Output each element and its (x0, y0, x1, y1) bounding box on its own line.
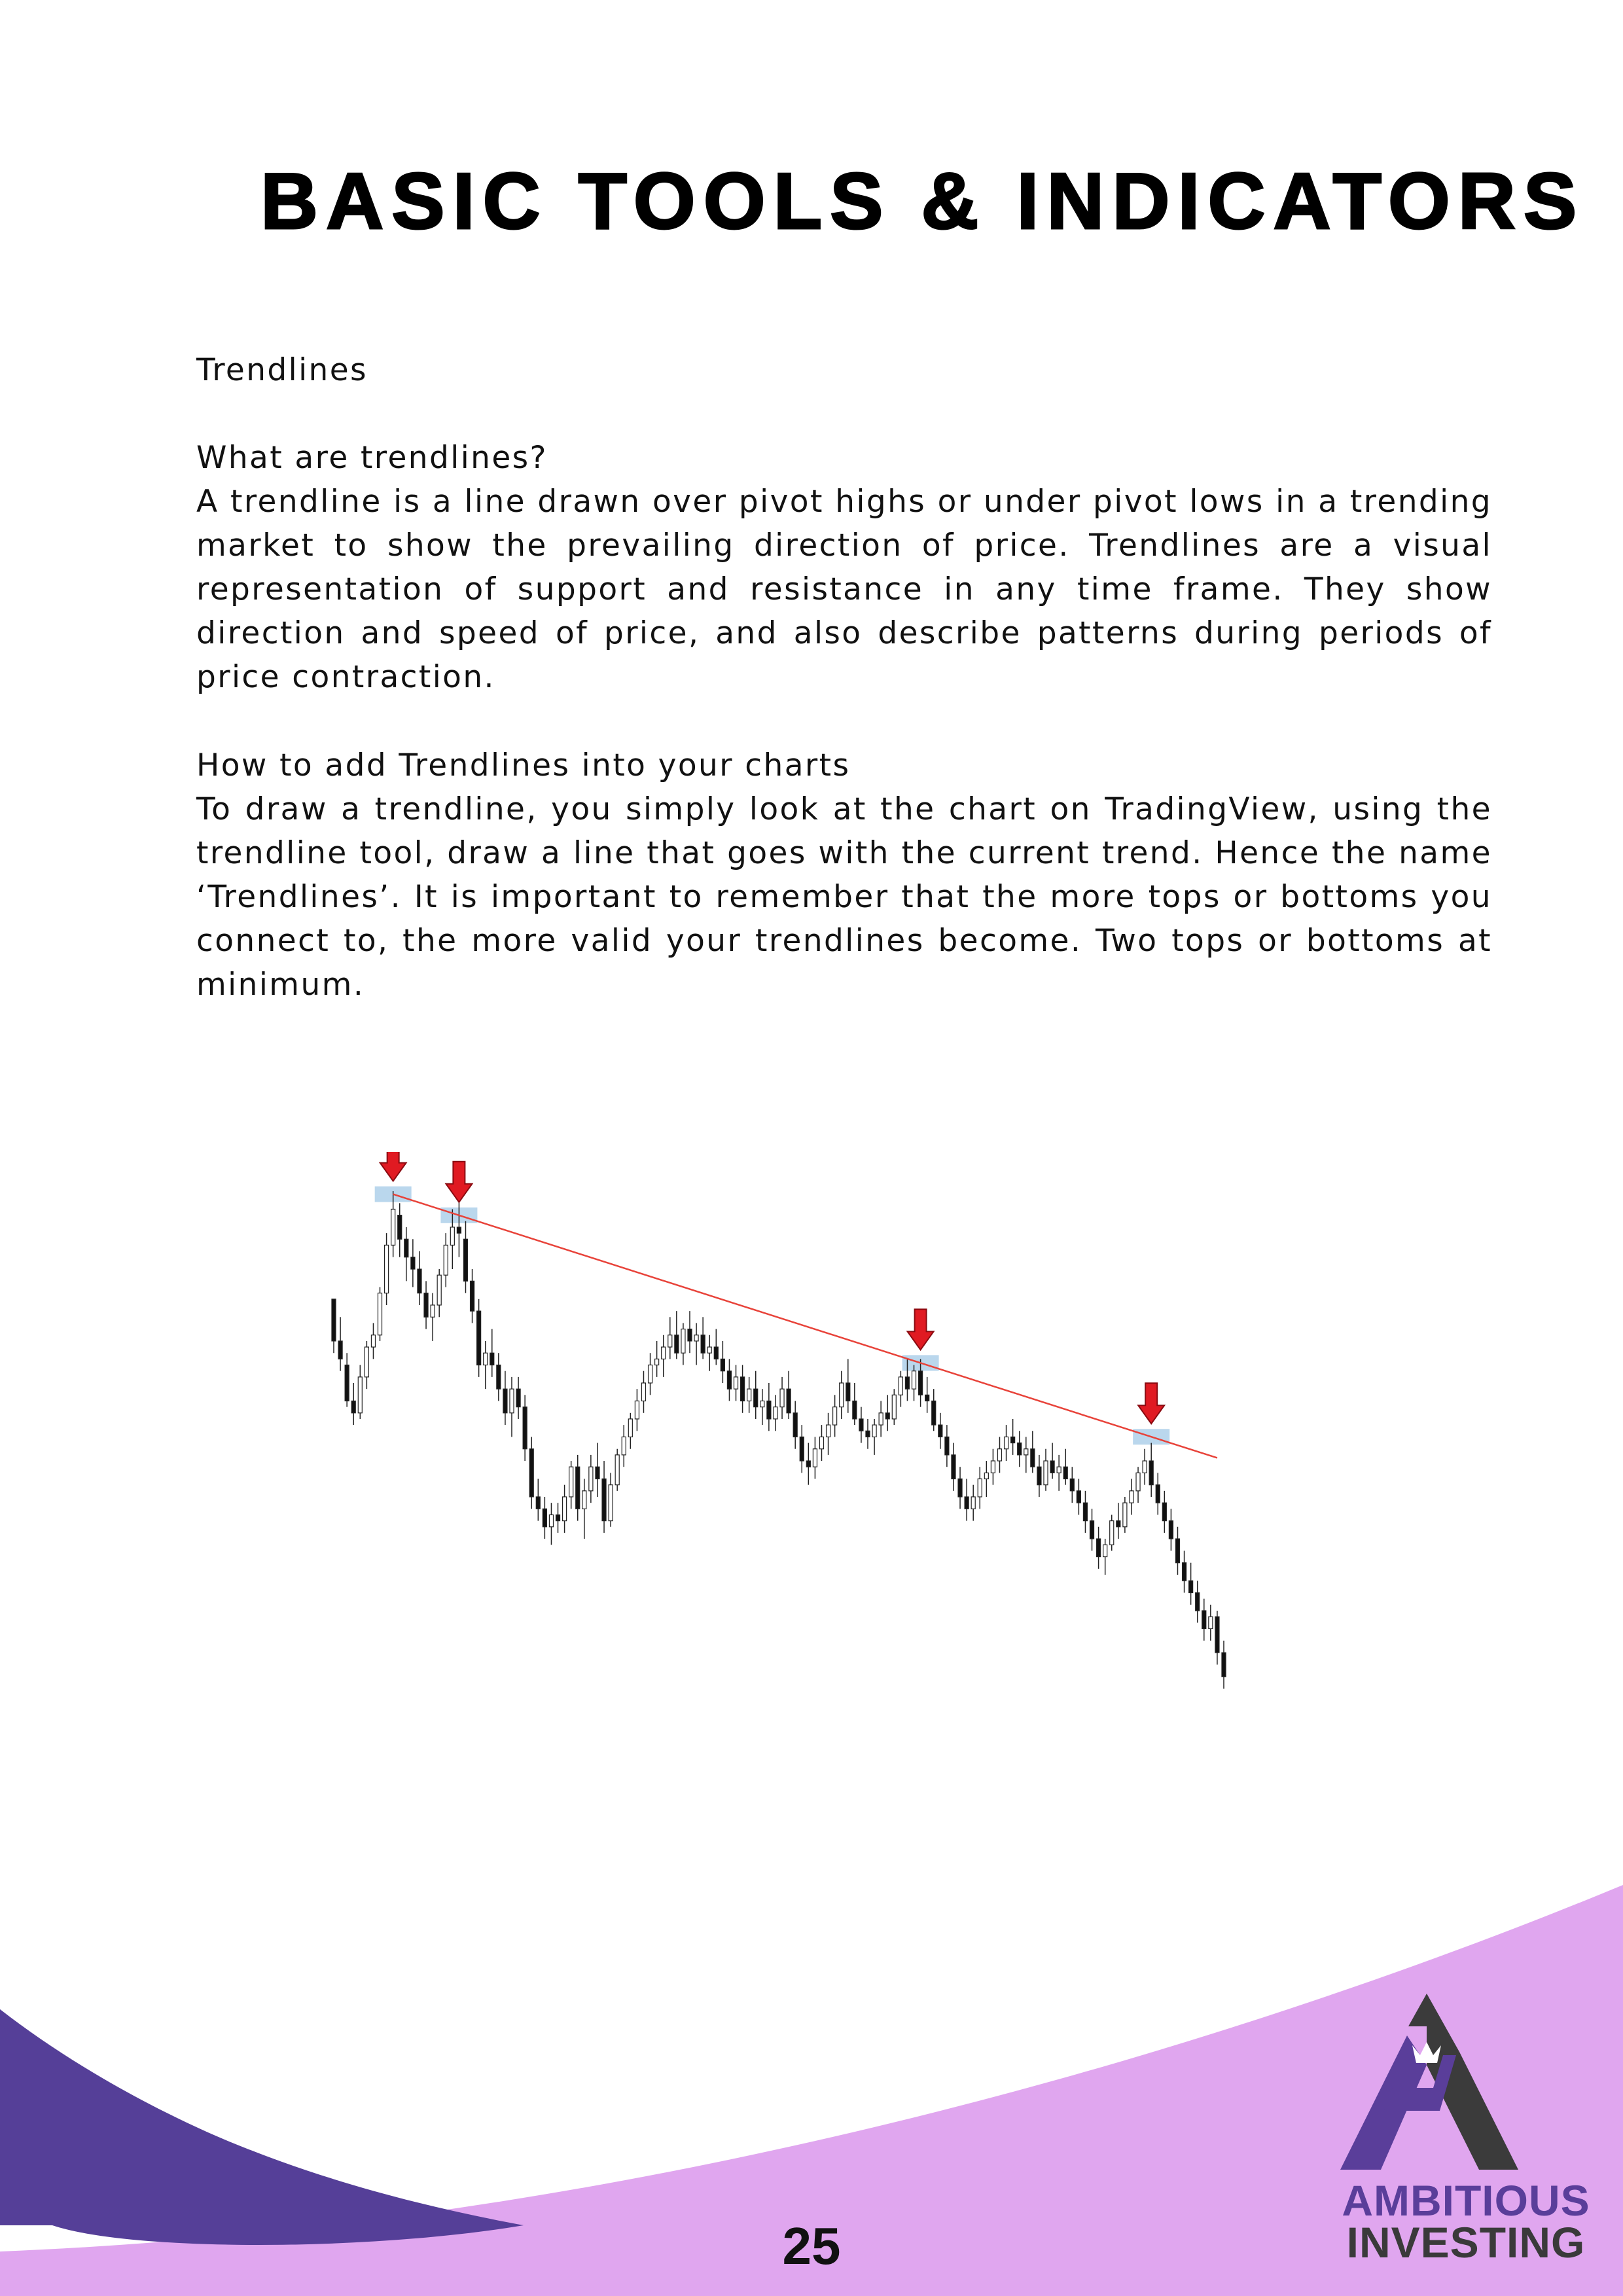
page-number: 25 (782, 2217, 841, 2275)
candle (503, 1371, 507, 1425)
candle (1189, 1563, 1193, 1605)
candle-body (813, 1449, 817, 1467)
candle-body (694, 1335, 698, 1341)
candle (1024, 1437, 1028, 1473)
candle (424, 1281, 428, 1329)
candle-body (675, 1335, 679, 1353)
candle (602, 1461, 606, 1533)
candle-body (450, 1227, 454, 1245)
candle-body (727, 1371, 731, 1389)
candle-body (424, 1293, 428, 1318)
candle (556, 1503, 560, 1533)
candle (780, 1377, 784, 1419)
candle (345, 1353, 349, 1407)
candle-body (391, 1209, 395, 1245)
candle (1018, 1431, 1022, 1467)
candle-body (734, 1377, 738, 1389)
candle (800, 1425, 804, 1473)
candle (615, 1449, 619, 1491)
candle (971, 1485, 975, 1521)
candle-body (1070, 1479, 1074, 1491)
candle-body (885, 1413, 889, 1419)
candle-body (1202, 1611, 1206, 1628)
candle (1196, 1581, 1200, 1623)
candle-body (774, 1407, 777, 1419)
candle-body (780, 1389, 784, 1407)
section-heading: Trendlines (196, 352, 368, 388)
candle (1116, 1503, 1120, 1539)
candle (457, 1197, 461, 1257)
candle-body (1123, 1503, 1127, 1527)
candle (490, 1329, 494, 1377)
candle (734, 1365, 738, 1401)
candle-body (622, 1437, 626, 1454)
candle (978, 1467, 982, 1509)
candle-body (1005, 1437, 1008, 1448)
candle (899, 1371, 902, 1407)
page-title: BASIC TOOLS & INDICATORS (260, 156, 1585, 245)
candle (938, 1413, 942, 1449)
candle (1202, 1599, 1206, 1641)
candle (563, 1485, 567, 1533)
candle (1011, 1419, 1015, 1455)
candle-body (833, 1407, 837, 1425)
candle-body (543, 1509, 546, 1526)
candle-body (1103, 1545, 1107, 1556)
candle (1050, 1443, 1054, 1479)
candle-body (1031, 1449, 1035, 1467)
paragraph: To draw a trendline, you simply look at the chart on TradingView, using the trendline tool, draw a line that goes with the current trend. Hence the name ‘Trendlines’. It is important to remember that the more tops or bottoms you connect to, the more valid your trendlines become. Two tops or bottoms at minimum. (196, 791, 1492, 1003)
candle (1183, 1551, 1186, 1592)
candle-body (497, 1365, 501, 1390)
candle (675, 1311, 679, 1359)
candle (628, 1413, 632, 1449)
question-heading: What are trendlines? (196, 440, 548, 476)
candle-body (1196, 1592, 1200, 1610)
candle (1103, 1539, 1107, 1575)
candle (787, 1371, 791, 1419)
candle-body (444, 1245, 448, 1275)
candle-body (925, 1395, 929, 1401)
candle-body (378, 1293, 382, 1335)
footer-wave-dark-base (0, 2009, 524, 2225)
candle-body (1149, 1461, 1153, 1485)
candle (965, 1479, 969, 1521)
brand-name-line1: AMBITIOUS (1342, 2176, 1590, 2225)
candle (958, 1467, 962, 1509)
candle (688, 1311, 692, 1353)
candle (1169, 1509, 1173, 1551)
candle-body (1097, 1539, 1101, 1556)
trendline (393, 1194, 1217, 1458)
candle (1222, 1641, 1226, 1689)
brand-logo-icon (1322, 1990, 1531, 2179)
candle (404, 1227, 408, 1281)
candle-body (602, 1479, 606, 1521)
candle-body (1209, 1617, 1213, 1628)
candle-body (859, 1419, 863, 1431)
candle (351, 1383, 355, 1425)
candle (662, 1335, 666, 1377)
candle-body (589, 1467, 593, 1491)
candle (1063, 1449, 1067, 1485)
candle (1156, 1473, 1160, 1515)
candle-body (1116, 1521, 1120, 1527)
candle-body (1162, 1503, 1166, 1520)
candle-body (411, 1257, 415, 1269)
candle (529, 1437, 533, 1509)
candle-body (1037, 1467, 1041, 1484)
brand-name-line2: INVESTING (1346, 2218, 1586, 2267)
candle-body (1215, 1617, 1219, 1653)
candle-body (899, 1377, 902, 1395)
candle (754, 1371, 758, 1419)
candle (398, 1203, 402, 1257)
candle-body (345, 1365, 349, 1401)
candle-body (971, 1497, 975, 1509)
candle (714, 1329, 718, 1365)
candle (1215, 1611, 1219, 1664)
candle-body (655, 1359, 659, 1365)
candle (635, 1389, 639, 1431)
candle-body (649, 1365, 652, 1383)
candle-body (741, 1377, 745, 1401)
candle (444, 1233, 448, 1287)
candle (694, 1323, 698, 1365)
candle (378, 1287, 382, 1341)
candle-body (714, 1347, 718, 1359)
red-down-arrow-icon (380, 1152, 406, 1181)
candle (1136, 1467, 1140, 1503)
candle-body (510, 1389, 514, 1413)
candle (1057, 1455, 1061, 1491)
candle-body (760, 1401, 764, 1407)
candle-body (477, 1311, 481, 1365)
candle-body (919, 1371, 923, 1395)
candle (827, 1413, 830, 1455)
candle-body (991, 1461, 995, 1473)
candle (846, 1359, 850, 1412)
candle (701, 1317, 705, 1359)
candle (853, 1383, 857, 1425)
candle (925, 1377, 929, 1413)
candle-body (549, 1515, 553, 1526)
candle (536, 1479, 540, 1521)
candle-body (596, 1467, 599, 1479)
howto-block (196, 744, 1492, 1007)
candle (721, 1341, 724, 1383)
candle (774, 1395, 777, 1431)
candle-body (365, 1347, 368, 1377)
candle-body (1083, 1503, 1087, 1520)
candle-body (827, 1425, 830, 1437)
candle (885, 1395, 889, 1431)
candle (932, 1389, 936, 1431)
candle (984, 1461, 988, 1497)
candle-body (358, 1377, 362, 1413)
candle-body (463, 1239, 467, 1281)
candle (1149, 1443, 1153, 1497)
candle-body (787, 1389, 791, 1413)
candle-body (529, 1449, 533, 1497)
candle (332, 1299, 336, 1353)
red-down-arrow-icon (908, 1309, 934, 1350)
candle-body (952, 1455, 955, 1479)
candle-body (490, 1353, 494, 1365)
candle-body (1024, 1449, 1028, 1455)
question-heading: How to add Trendlines into your charts (196, 747, 851, 783)
candle-body (905, 1377, 909, 1389)
candle (582, 1479, 586, 1539)
candle-body (457, 1227, 461, 1233)
candle-body (523, 1407, 527, 1449)
candle-body (351, 1401, 355, 1412)
candle-body (563, 1497, 567, 1521)
candle (471, 1269, 474, 1323)
candle (484, 1341, 488, 1389)
candle (516, 1377, 520, 1419)
candle (813, 1437, 817, 1479)
candle (641, 1371, 645, 1413)
candle-body (681, 1329, 685, 1354)
candle-body (569, 1467, 573, 1497)
candle-body (338, 1341, 342, 1359)
candle-body (1050, 1461, 1054, 1473)
candle-body (371, 1335, 375, 1347)
candle (668, 1317, 672, 1359)
trendline-chart (321, 1152, 1250, 1708)
candle-body (516, 1389, 520, 1407)
candle-body (668, 1335, 672, 1347)
candle-body (1143, 1461, 1147, 1473)
candle (991, 1449, 995, 1485)
candle (727, 1359, 731, 1401)
candle (609, 1473, 613, 1526)
candle-body (628, 1419, 632, 1437)
candle-body (846, 1383, 850, 1401)
candle (872, 1419, 876, 1455)
candle-body (872, 1425, 876, 1437)
candle-body (471, 1281, 474, 1311)
candle (1175, 1527, 1179, 1575)
candle-body (892, 1395, 896, 1419)
candle-body (707, 1347, 711, 1353)
candle-body (1011, 1437, 1015, 1443)
red-down-arrow-icon (446, 1162, 472, 1202)
candle-body (404, 1239, 408, 1257)
candle-body (800, 1437, 804, 1461)
candle-body (662, 1347, 666, 1359)
candle-body (879, 1413, 883, 1425)
candle-body (965, 1497, 969, 1509)
candle (819, 1425, 823, 1461)
candle-body (747, 1389, 751, 1401)
candle (596, 1443, 599, 1497)
candle (338, 1317, 342, 1371)
candle (760, 1389, 764, 1425)
candle-body (1222, 1653, 1226, 1677)
candle (952, 1443, 955, 1491)
candle-body (754, 1389, 758, 1407)
candle (589, 1455, 593, 1503)
candle (866, 1419, 870, 1449)
candle-body (866, 1431, 870, 1437)
candle-body (1018, 1443, 1022, 1455)
candle (1031, 1431, 1035, 1473)
candle-body (431, 1305, 435, 1317)
candle (1143, 1449, 1147, 1485)
intro-block (196, 436, 1492, 699)
candle-body (536, 1497, 540, 1509)
candle (569, 1461, 573, 1509)
candle (365, 1341, 368, 1389)
candle (655, 1341, 659, 1377)
candle (1097, 1527, 1101, 1569)
candle (385, 1233, 389, 1305)
candle (549, 1503, 553, 1545)
candle (859, 1407, 863, 1443)
candle-body (997, 1449, 1001, 1461)
candle-body (615, 1455, 619, 1485)
candle (622, 1425, 626, 1467)
candle (1130, 1479, 1133, 1515)
candle (793, 1401, 797, 1448)
candle (1044, 1449, 1048, 1491)
candle (437, 1269, 441, 1317)
candle-body (437, 1275, 441, 1305)
candle-body (484, 1353, 488, 1365)
candle (879, 1401, 883, 1437)
brand-name (1329, 2176, 1603, 2267)
candle (510, 1377, 514, 1437)
candle (997, 1437, 1001, 1473)
candle-body (1063, 1467, 1067, 1479)
candle-body (576, 1467, 580, 1509)
candle-body (1189, 1581, 1193, 1592)
candle (840, 1371, 844, 1419)
candle (806, 1443, 810, 1485)
candle-body (1136, 1473, 1140, 1490)
candle (418, 1251, 421, 1305)
candle (649, 1353, 652, 1395)
candle-body (1090, 1521, 1094, 1539)
candle-body (938, 1425, 942, 1437)
candle (411, 1239, 415, 1287)
candle (707, 1335, 711, 1371)
candle-body (945, 1437, 949, 1454)
candle-body (793, 1413, 797, 1437)
candles (332, 1191, 1226, 1689)
candle-body (582, 1491, 586, 1509)
candle (1209, 1605, 1213, 1641)
candle (576, 1455, 580, 1521)
candle (741, 1365, 745, 1413)
candle-body (1110, 1521, 1114, 1545)
candle-body (688, 1329, 692, 1341)
candle-body (853, 1401, 857, 1418)
candle (945, 1425, 949, 1467)
candle-body (418, 1269, 421, 1293)
candle-body (1130, 1491, 1133, 1503)
candle (1005, 1425, 1008, 1461)
candle-body (635, 1401, 639, 1418)
candle-body (767, 1401, 771, 1418)
candle (892, 1389, 896, 1425)
candle-body (398, 1215, 402, 1240)
candle-body (1077, 1491, 1080, 1503)
candle-body (556, 1515, 560, 1520)
candle-body (1057, 1467, 1061, 1473)
candle-body (701, 1335, 705, 1353)
candle-body (932, 1401, 936, 1425)
candle-body (984, 1473, 988, 1479)
candle (463, 1221, 467, 1293)
candle (523, 1395, 527, 1461)
candle (543, 1497, 546, 1539)
candle-body (1175, 1539, 1179, 1563)
candle (1070, 1467, 1074, 1503)
candle-body (503, 1389, 507, 1413)
candle (747, 1377, 751, 1413)
paragraph: A trendline is a line drawn over pivot highs or under pivot lows in a trending market to show the prevailing direction of price. Trendlines are a visual representation of support and resistance in any time frame. They show direction and speed of price, and also describe patterns during periods of price contraction. (196, 484, 1492, 695)
candle (1083, 1491, 1087, 1533)
candle (497, 1353, 501, 1401)
candle (371, 1323, 375, 1359)
candle-body (385, 1245, 389, 1293)
candle-body (912, 1371, 916, 1389)
candle (1090, 1509, 1094, 1551)
candle-body (806, 1461, 810, 1467)
candle-body (1169, 1521, 1173, 1539)
candle-body (641, 1383, 645, 1401)
candle-body (1183, 1563, 1186, 1581)
candle-body (1044, 1461, 1048, 1485)
candle-body (332, 1299, 336, 1341)
candle (1037, 1455, 1041, 1497)
candle-body (978, 1479, 982, 1497)
candle-body (609, 1485, 613, 1521)
candle (1162, 1491, 1166, 1533)
candle (767, 1383, 771, 1431)
candle (477, 1299, 481, 1377)
candle (1077, 1479, 1080, 1515)
candle-body (819, 1437, 823, 1448)
candle (1123, 1497, 1127, 1533)
candle-body (840, 1383, 844, 1407)
candle-body (958, 1479, 962, 1497)
candle (833, 1395, 837, 1437)
candle (358, 1365, 362, 1419)
candle (1110, 1515, 1114, 1551)
candle-body (721, 1359, 724, 1371)
candle (431, 1293, 435, 1341)
red-down-arrow-icon (1138, 1383, 1164, 1424)
candle (681, 1323, 685, 1365)
candle-body (1156, 1485, 1160, 1503)
logo-top (1408, 1994, 1445, 2026)
